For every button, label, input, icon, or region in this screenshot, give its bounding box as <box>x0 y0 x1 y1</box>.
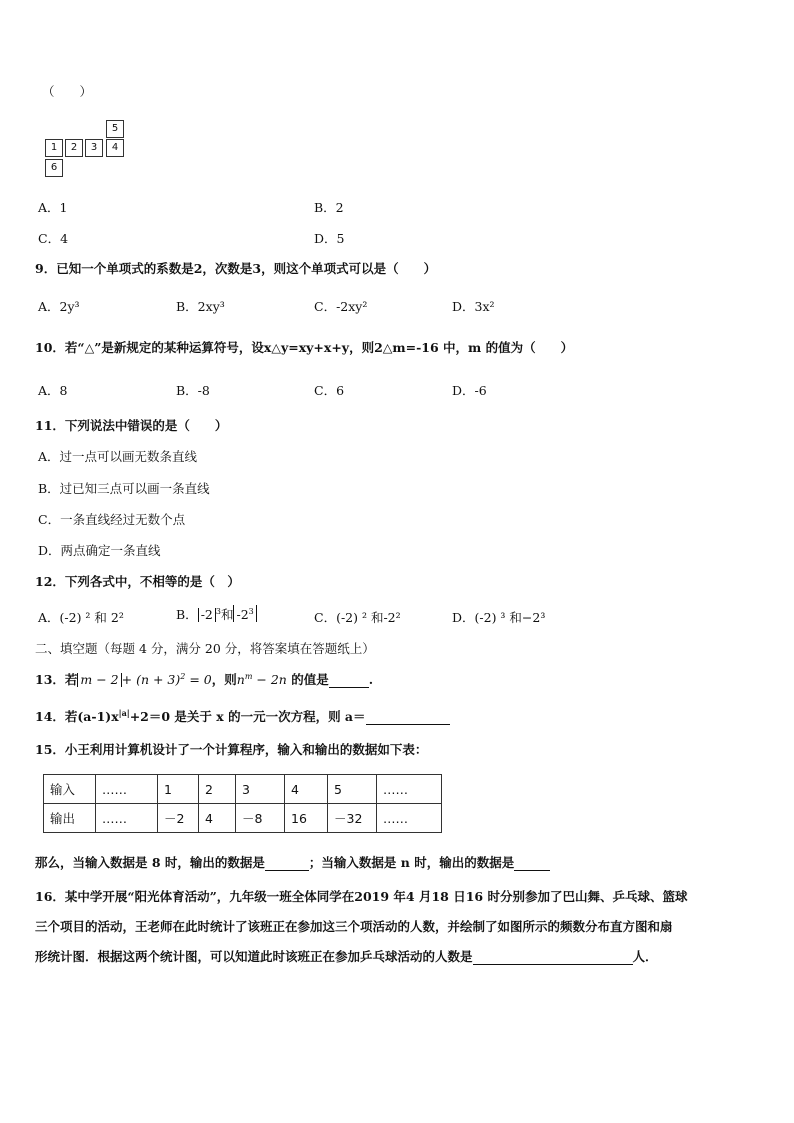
abs-value-2-text: -2 <box>236 607 249 623</box>
q14-answer-blank[interactable] <box>366 724 450 725</box>
table-cell: 输出 <box>44 804 96 833</box>
q15-stem: 15．小王利用计算机设计了一个计算程序，输入和输出的数据如下表： <box>35 742 428 757</box>
q16-line1: 16．某中学开展“阳光体育活动”，九年级一班全体同学在2019 年4 月18 日16 时分别参加了巴山舞、乒乓球、篮球 <box>35 889 688 904</box>
q11-option-b: B．过已知三点可以画一条直线 <box>38 481 210 496</box>
table-cell: …… <box>96 775 158 804</box>
table-cell: 2 <box>199 775 236 804</box>
table-cell: 1 <box>158 775 199 804</box>
net-cell-4: 4 <box>106 139 124 157</box>
q13-answer-blank[interactable] <box>329 687 369 688</box>
q12-option-b-label: B． <box>176 607 198 623</box>
table-row-output <box>44 804 442 833</box>
q13-expr3: = 0 <box>185 672 212 687</box>
table-cell: 输入 <box>44 775 96 804</box>
q8-option-a: A．1 <box>38 200 68 215</box>
net-cell-2: 2 <box>65 139 83 157</box>
table-cell: －2 <box>158 804 199 833</box>
q9-option-b: B．2xy³ <box>176 299 225 314</box>
q10-option-b: B．-8 <box>176 383 210 398</box>
q15-answer-blank-1[interactable] <box>265 870 309 871</box>
net-cell-3: 3 <box>85 139 103 157</box>
q11-option-c: C．一条直线经过无数个点 <box>38 512 186 527</box>
q16-line3 <box>35 947 658 965</box>
net-cell-6: 6 <box>45 159 63 177</box>
q16-answer-blank[interactable] <box>473 964 633 965</box>
table-cell: 4 <box>285 775 328 804</box>
q12-option-b: B． -2 $^3$和 $-2^3$ <box>176 605 257 623</box>
q13-post: 的值是 <box>286 672 329 687</box>
net-cell-5: 5 <box>106 120 124 138</box>
table-cell: －32 <box>328 804 377 833</box>
table-cell: …… <box>377 775 442 804</box>
q14-exponent: |a| <box>118 707 130 718</box>
q14-stem <box>35 707 450 725</box>
q10-option-c: C．6 <box>314 383 345 398</box>
q10-option-d: D．-6 <box>452 383 487 398</box>
abs-value-1-text: -2 <box>200 607 213 623</box>
q15-after2: ；当输入数据是 n 时，输出的数据是 <box>308 855 515 870</box>
q8-option-d: D．5 <box>314 231 345 246</box>
q9-option-a: A．2y³ <box>38 299 80 314</box>
q9-option-d: D．3x² <box>452 299 495 314</box>
q8-option-b: B．2 <box>314 200 344 215</box>
q13-expr4: n <box>236 672 245 687</box>
q13-abs-bars <box>77 673 121 687</box>
q16-line3-end: 人． <box>632 949 658 964</box>
q12-option-c: C．(-2) ² 和-2² <box>314 610 401 625</box>
q14-text2: +2＝0 是关于 x 的一元一次方程，则 a＝ <box>129 709 366 724</box>
abs-value-1 <box>198 608 216 622</box>
q13-abs-expr: $m - 2 + (n + 3)^2 = 0$ <box>77 672 211 687</box>
table-cell: 16 <box>285 804 328 833</box>
io-table <box>43 774 442 833</box>
q11-option-d: D．两点确定一条直线 <box>38 543 161 558</box>
q13-expr2: + (n + 3) <box>121 672 181 687</box>
q13-prefix: 13．若 <box>35 672 78 687</box>
net-cell-1: 1 <box>45 139 63 157</box>
q13-expr5: − 2n <box>252 672 287 687</box>
q12-option-d: D．(-2) ³ 和−2³ <box>452 610 546 625</box>
q13-stem <box>35 670 373 688</box>
q12-option-b-and: 和 <box>220 607 234 623</box>
table-cell: 3 <box>236 775 285 804</box>
table-cell: 5 <box>328 775 377 804</box>
q12-option-a: A．(-2) ² 和 2² <box>38 610 124 625</box>
q15-answer-blank-2[interactable] <box>514 870 550 871</box>
q16-line2: 三个项目的活动，王老师在此时统计了该班正在参加这三个项活动的人数，并绘制了如图所示的频数分布直方图和扇 <box>35 919 673 934</box>
q12-stem: 12．下列各式中，不相等的是（ ） <box>35 574 240 589</box>
table-cell: …… <box>377 804 442 833</box>
section-fill-in-title: 二、填空题（每题 4 分，满分 20 分，将答案填在答题纸上） <box>35 641 375 656</box>
q9-stem: 9．已知一个单项式的系数是2，次数是3，则这个单项式可以是（ ） <box>35 261 437 276</box>
q15-followup <box>35 853 550 871</box>
table-cell: …… <box>96 804 158 833</box>
q13-end: . <box>368 672 374 687</box>
table-cell: －8 <box>236 804 285 833</box>
abs-value-2: $-2^3$ <box>233 605 256 622</box>
q8-paren: （ ） <box>42 84 93 99</box>
q11-option-a: A．过一点可以画无数条直线 <box>38 449 198 464</box>
table-row-input <box>44 775 442 804</box>
table-cell: 4 <box>199 804 236 833</box>
q16-line3-text: 形统计图．根据这两个统计图，可以知道此时该班正在参加乒乓球活动的人数是 <box>35 949 473 964</box>
q10-option-a: A．8 <box>38 383 68 398</box>
q10-stem: 10．若“△”是新规定的某种运算符号，设x△y=xy+x+y，则2△m=-16 中，m 的值为（ ） <box>35 340 574 355</box>
q9-option-c: C．-2xy² <box>314 299 368 314</box>
q15-after1: 那么，当输入数据是 8 时，输出的数据是 <box>35 855 265 870</box>
q14-text: 14．若(a-1)x <box>35 709 119 724</box>
q13-expr1: m − 2 <box>80 672 119 687</box>
q13-target-expr: $n^m - 2n$ <box>236 671 287 687</box>
q13-mid: ，则 <box>211 672 237 687</box>
q11-stem: 11．下列说法中错误的是（ ） <box>35 418 228 433</box>
q8-option-c: C．4 <box>38 231 69 246</box>
